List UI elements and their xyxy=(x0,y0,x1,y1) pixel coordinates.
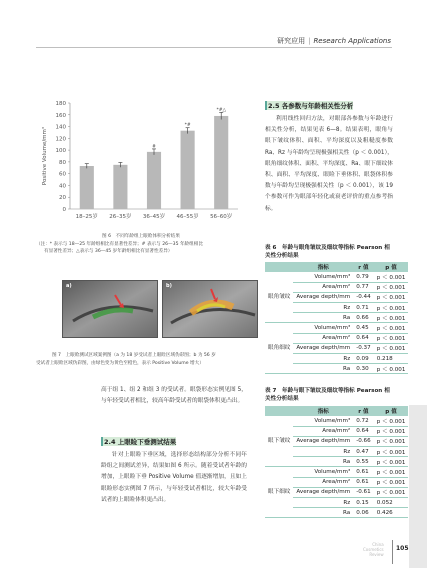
y-tick-label: 80 xyxy=(59,159,66,166)
running-header xyxy=(277,36,391,46)
table-cell-r: 0.64 xyxy=(353,426,373,436)
table-cell-p: p ＜ 0.001 xyxy=(374,303,409,313)
table-cell-variable: Ra xyxy=(293,508,353,518)
table-cell-variable: Ra xyxy=(293,457,353,467)
y-tick-label: 120 xyxy=(55,136,66,143)
table-cell-p: p ＜ 0.001 xyxy=(374,457,409,467)
table7-title: 表 7 年龄与眼下皱纹及细纹等指标 Pearson 相关性分析结果 xyxy=(265,388,390,402)
figure6-note-line2: 有显著性差异；△表示与 36—45 岁年龄组相比有显著性差异） xyxy=(44,249,173,254)
table-cell-variable: Area/mm² xyxy=(293,282,353,292)
table-cell-p: p ＜ 0.001 xyxy=(374,313,409,323)
table7-group-label: 眼下皱纹 xyxy=(265,416,293,467)
header-separator: | xyxy=(308,37,311,45)
table-cell-variable: Average depth/mm xyxy=(293,343,353,353)
table-cell-p: p ＜ 0.001 xyxy=(374,487,409,497)
bar xyxy=(147,152,161,209)
photo-label-a: a) xyxy=(66,283,72,289)
right-paragraph: 利用线性回归方法，对眼部各参数与年龄进行相关性分析，结果见表 6—8。结果表明，眼角与眼下皱纹体积、面积、平均深度以及粗糙度参数 Ra、Rz 与年龄均呈现极强相关性（p ＜ 0.001），眼角细纹体积、面积、平均深度、Ra、眼下细纹体积、面积、平均深度、眼睑下垂体积、眼袋体积参数与年龄均呈现极强相关性（p ＜ 0.001），该 19 个参数可作为眼部年轻化或衰老评价的重点参考指标。 xyxy=(265,116,393,212)
significance-marker: # xyxy=(152,144,156,150)
eyelid-photo-a xyxy=(62,280,158,338)
journal-name xyxy=(363,542,384,557)
table7-header-blank xyxy=(265,406,293,416)
y-tick-label: 40 xyxy=(59,183,66,190)
header-section-en: Research Applications xyxy=(313,37,391,45)
table-cell-p: p ＜ 0.001 xyxy=(374,447,409,457)
table6-header-blank xyxy=(265,262,293,272)
table-cell-variable: Ra xyxy=(293,364,353,374)
table-cell-r: 0.79 xyxy=(353,272,373,282)
x-tick-label: 36–45岁 xyxy=(142,214,166,220)
table-cell-r: 0.55 xyxy=(353,457,373,467)
table7-header-r: r 值 xyxy=(353,406,373,416)
x-tick-label: 26–35岁 xyxy=(109,214,132,220)
y-tick-label: 0 xyxy=(62,207,66,213)
y-tick-label: 160 xyxy=(55,112,66,119)
table6 xyxy=(265,262,408,374)
table7-header-p: p 值 xyxy=(374,406,409,416)
figure7-caption-line1: 图 7 上眼睑测试区域案例图（a 为 18 岁受试者上眼睑区域伪彩图；b 为 56 岁 xyxy=(52,353,216,358)
eyelid-pseudocolor-b-image xyxy=(163,281,258,338)
table6-group-label: 眼角皱纹 xyxy=(265,272,293,323)
y-tick-label: 60 xyxy=(59,171,66,178)
table-cell-r: 0.45 xyxy=(353,323,373,333)
table6-title: 表 6 年龄与眼角皱纹及细纹等指标 Pearson 相关性分析结果 xyxy=(265,245,390,259)
significance-marker: *# xyxy=(184,123,191,129)
table-cell-r: 0.64 xyxy=(353,333,373,343)
y-tick-label: 100 xyxy=(55,148,66,155)
table-cell-r: 0.09 xyxy=(353,354,373,364)
significance-marker: *#△ xyxy=(216,107,226,113)
table-cell-p: 0.052 xyxy=(374,498,409,508)
table7-header-indicator: 指标 xyxy=(293,406,353,416)
table-cell-p: p ＜ 0.001 xyxy=(374,416,409,426)
y-tick-label: 140 xyxy=(55,124,66,131)
table7 xyxy=(265,406,408,518)
table-cell-p: p ＜ 0.001 xyxy=(374,467,409,477)
table-cell-variable: Rz xyxy=(293,447,353,457)
journal-line1: China xyxy=(372,542,384,547)
section-2-5-title: 2.5 各参数与年龄相关性分析 xyxy=(265,101,353,110)
table6-header-indicator: 指标 xyxy=(293,262,353,272)
table-cell-r: 0.47 xyxy=(353,447,373,457)
bar xyxy=(113,165,127,209)
x-tick-label: 56–60岁 xyxy=(210,214,233,220)
table-row xyxy=(265,467,408,477)
figure6-note-line1: （注：* 表示与 18—25 年龄组相比有显著性差异；# 表示与 26—35 年龄组相比 xyxy=(36,242,203,247)
table-cell-variable: Volume/mm³ xyxy=(293,467,353,477)
table-cell-r: 0.71 xyxy=(353,303,373,313)
journal-line3: Review xyxy=(369,552,384,557)
table7-group-label: 眼下细纹 xyxy=(265,467,293,518)
table-cell-r: 0.66 xyxy=(353,313,373,323)
y-axis-label: Positive Volume/mm³ xyxy=(42,126,48,186)
journal-line2: Cosmetics xyxy=(363,547,384,552)
table-cell-p: p ＜ 0.001 xyxy=(374,323,409,333)
footer-divider xyxy=(392,540,393,564)
table-cell-variable: Average depth/mm xyxy=(293,292,353,302)
bar xyxy=(214,116,228,209)
eyelid-pseudocolor-a-image xyxy=(63,281,158,338)
x-tick-label: 46–55岁 xyxy=(176,214,199,220)
figure6-caption: 图 6 不同年龄组上眼睑体积分析结果 xyxy=(102,234,180,239)
table-cell-p: p ＜ 0.001 xyxy=(374,343,409,353)
table-cell-variable: Area/mm² xyxy=(293,477,353,487)
table-cell-r: -0.37 xyxy=(353,343,373,353)
bar-chart-eyelid-volume xyxy=(36,95,246,230)
table-cell-r: -0.66 xyxy=(353,436,373,446)
table-cell-p: 0.218 xyxy=(374,354,409,364)
table-cell-r: 0.61 xyxy=(353,477,373,487)
table-cell-r: 0.30 xyxy=(353,364,373,374)
table-cell-p: p ＜ 0.001 xyxy=(374,477,409,487)
table6-header-r: r 值 xyxy=(353,262,373,272)
table-cell-p: p ＜ 0.001 xyxy=(374,364,409,374)
table-row xyxy=(265,323,408,333)
table-cell-variable: Ra xyxy=(293,313,353,323)
page-number: 105 xyxy=(396,545,409,552)
table-cell-p: p ＜ 0.001 xyxy=(374,426,409,436)
table-cell-p: p ＜ 0.001 xyxy=(374,333,409,343)
table-cell-r: -0.61 xyxy=(353,487,373,497)
x-tick-label: 18–25岁 xyxy=(75,214,98,220)
table-cell-variable: Rz xyxy=(293,303,353,313)
table-cell-variable: Volume/mm³ xyxy=(293,323,353,333)
y-tick-label: 20 xyxy=(59,195,66,202)
table-cell-p: 0.426 xyxy=(374,508,409,518)
bar xyxy=(181,131,195,209)
table7-header-row xyxy=(265,406,408,416)
table-cell-r: 0.72 xyxy=(353,416,373,426)
table-cell-variable: Average depth/mm xyxy=(293,487,353,497)
table-cell-p: p ＜ 0.001 xyxy=(374,272,409,282)
eyelid-photo-b xyxy=(162,280,258,338)
table-cell-r: 0.06 xyxy=(353,508,373,518)
table-cell-p: p ＜ 0.001 xyxy=(374,282,409,292)
table6-header-row xyxy=(265,262,408,272)
table-row xyxy=(265,416,408,426)
photo-label-b: b) xyxy=(166,283,172,289)
table6-header-p: p 值 xyxy=(374,262,409,272)
table-cell-p: p ＜ 0.001 xyxy=(374,436,409,446)
table-cell-variable: Area/mm² xyxy=(293,426,353,436)
table-cell-variable: Volume/mm³ xyxy=(293,416,353,426)
table-cell-p: p ＜ 0.001 xyxy=(374,292,409,302)
left-paragraph-1: 高于组 1、组 2 和组 3 的受试者。眼袋形态实例见图 5，与年轻受试者相比，较高年龄受试者的眼袋体积更凸出。 xyxy=(101,387,247,405)
figure7-caption-line2: 受试者上眼睑区域伪彩图，由绿色变为黄色至橙色，表示 Positive Volume 增大） xyxy=(36,361,204,366)
left-paragraph-2: 针对上眼睑下垂区域，选择形态结构部分分析不同年龄组之间测试差异，结果如图 6 所示。随着受试者年龄的增加，上眼睑下垂 Positive Volume 值逐渐增加，且如上眼睑形态实例图 7 所示，与年轻受试者相比，较大年龄受试者的上眼睑体积更凸出。 xyxy=(101,452,247,503)
table-cell-r: 0.61 xyxy=(353,467,373,477)
table-cell-r: 0.15 xyxy=(353,498,373,508)
table-cell-r: -0.44 xyxy=(353,292,373,302)
table-cell-variable: Rz xyxy=(293,354,353,364)
table-cell-variable: Area/mm² xyxy=(293,333,353,343)
table-cell-r: 0.77 xyxy=(353,282,373,292)
table-cell-variable: Rz xyxy=(293,498,353,508)
table-cell-variable: Average depth/mm xyxy=(293,436,353,446)
table-row xyxy=(265,272,408,282)
y-tick-label: 180 xyxy=(55,101,66,107)
header-rule xyxy=(36,47,392,48)
bar xyxy=(80,166,94,209)
table6-group-label: 眼角细纹 xyxy=(265,323,293,374)
header-section-cn: 研究应用 xyxy=(277,37,306,45)
section-2-4-title: 2.4 上眼睑下垂测试结果 xyxy=(101,437,176,446)
margin-decoration-bar xyxy=(409,405,427,568)
table-cell-variable: Volume/mm³ xyxy=(293,272,353,282)
